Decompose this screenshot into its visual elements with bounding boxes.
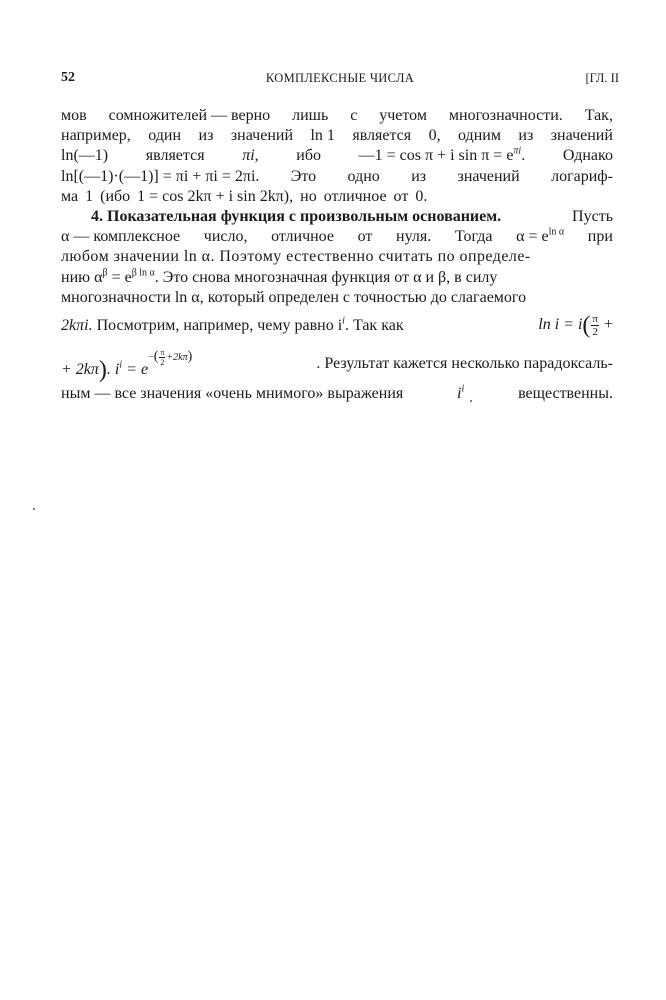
text-line: ln[(—1)·(—1)] = πi + πi = 2πi. Это одно из значений логариф-	[61, 167, 613, 185]
exponent: πi	[513, 146, 522, 158]
page-header	[61, 68, 619, 88]
section-heading-line: 4. Показательная функция с произвольным основанием. Пусть	[61, 207, 613, 227]
text-line: нию $\alpha^\beta = e^{\beta ln \alpha}$. Это снова многозначная функция от α и β, в силу	[61, 267, 498, 286]
exponent: β	[102, 267, 108, 279]
scan-speck	[33, 508, 35, 510]
body-text	[61, 106, 613, 404]
text-line: например, один из значений ln 1 является 0, одним из значений	[61, 127, 613, 145]
page-number: 52	[61, 70, 75, 85]
exponent-expression: −( $\frac{\pi}{2}$ +2kπ)	[148, 347, 193, 367]
text-line: многозначности ln α, который определен с точностью до слагаемого	[61, 288, 527, 306]
chapter-reference: [ГЛ. II	[585, 71, 619, 85]
exponent: ln α	[548, 226, 565, 238]
text-line: α — комплексное число, отличное от нуля. Тогда $\alpha = e^{ln \alpha}$ при	[61, 226, 613, 246]
text-line: ма 1 (ибо 1 = cos 2kπ + i sin 2kπ), но отличное от 0.	[61, 187, 428, 205]
text-line: мов сомножителей — верно лишь с учетом многозначности. Так,	[61, 107, 613, 124]
scan-speck	[470, 400, 472, 402]
text-line: + 2kπ). $i^i = e-$( $\frac{\pi}{2}$ +2kπ) . Результат кажется несколько парадоксаль-	[61, 347, 613, 383]
running-head: КОМПЛЕКСНЫЕ ЧИСЛА	[265, 71, 415, 85]
fraction-pi-over-2: $\frac{\pi}{2}$	[592, 313, 598, 339]
text-line: ln(—1) является πi, ибо —1 = cos π + i $\sin \pi = e^{\pi i}$. Однако	[61, 146, 613, 165]
section-title: 4. Показательная функция с произвольным основанием.	[91, 207, 502, 225]
text-line: 2kπi. Посмотрим, например, чему равно $i^i$. Так как ln i = i( $\frac{\pi}{2}$ +	[61, 312, 613, 339]
text-line: ным — все значения «очень мнимого» выражения $i^i$ вещественны.	[61, 383, 613, 402]
exponent: i	[342, 315, 345, 327]
text-line: любом значении ln α. Поэтому естественно считать по определе-	[61, 248, 531, 266]
exponent: i	[119, 359, 123, 371]
fraction-pi-over-2-small: $\frac{\pi}{2}$	[160, 347, 165, 367]
exponent: β ln α	[131, 267, 155, 279]
exponent: i	[461, 383, 465, 395]
